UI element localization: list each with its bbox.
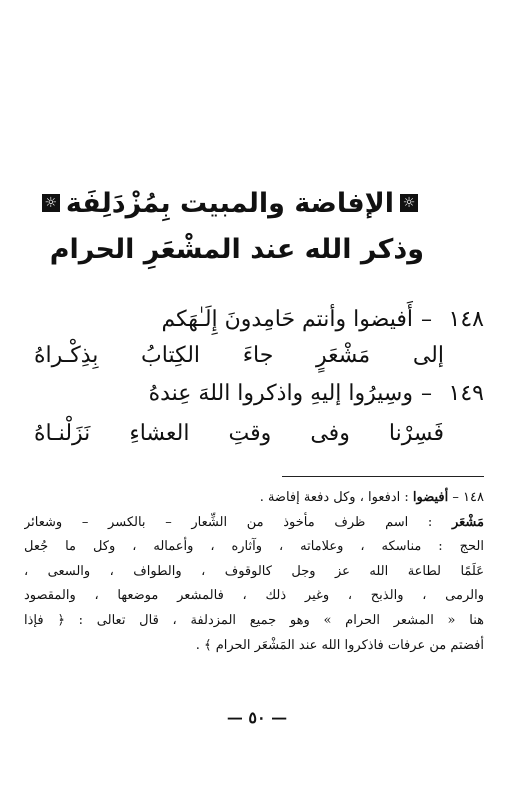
verse-text: وسِيرُوا إليهِ واذكروا اللهَ عِندهُ	[148, 381, 413, 406]
verse-149-first-hemistich	[24, 374, 484, 414]
footnote-text: : ادفعوا ، وكل دفعة إفاضة .	[259, 490, 409, 505]
footnote-line: الحج : مناسكه ، وعلاماته ، وآثاره ، وأعماله ، وكل ما جُعل	[24, 539, 484, 555]
footnote-term: مَشْعَر	[451, 514, 484, 530]
verse-148-second-hemistich: إلى مَشْعَرٍ جاءَ الكِتابُ بِذِكْـراهُ	[34, 343, 444, 368]
section-heading-line-1	[44, 182, 424, 226]
verse-number: ١٤٨	[448, 307, 484, 332]
footnote-line	[24, 486, 484, 511]
verse-149-second-hemistich: فَسِرْنا وفى وقتِ العشاءِ نَزَلْنـاهُ	[34, 421, 444, 446]
footnote-line: أفضتم من عرفات فاذكروا الله عند المَشْعَر الحرام ﴾ .	[195, 637, 484, 653]
verse-dash: –	[421, 381, 432, 406]
sun-box-icon: ☼	[42, 194, 60, 212]
page-number: — ٥٠ —	[226, 708, 288, 727]
footnote-line	[24, 511, 484, 536]
footnotes	[24, 486, 484, 658]
footnote-line: هنا « المشعر الحرام » وهو جميع المزدلفة ، قال تعالى : ﴿ فإذا	[24, 612, 484, 628]
verse-dash: –	[421, 307, 432, 332]
footnote-line: عَلَمًا لطاعة الله عز وجل كالوقوف ، والطواف ، والسعى ،	[24, 563, 484, 579]
verse-148-first-hemistich	[24, 300, 484, 340]
section-heading-line-2: وذكر الله عند المشْعَرِ الحرام	[49, 234, 424, 265]
verse-number: ١٤٩	[448, 381, 484, 406]
footnote-separator	[282, 476, 484, 477]
heading-line-1-text: الإفاضة والمبيت بِمُزْدَلِفَة	[65, 188, 394, 219]
footnote-number: ١٤٨ –	[452, 490, 484, 505]
sun-box-icon: ☼	[400, 194, 418, 212]
footnote-line: والرمى ، والذبح ، وغير ذلك ، فالمشعر موضعها ، والمقصود	[24, 588, 484, 604]
verse-text: أَفيضوا وأنتم حَامِدونَ إِلَـٰهَكم	[161, 307, 413, 332]
footnote-term: أفيضوا	[412, 490, 449, 505]
footnote-text: : اسم ظرف مأخوذ من الشِّعار – بالكسر – وشعائر	[24, 514, 433, 530]
